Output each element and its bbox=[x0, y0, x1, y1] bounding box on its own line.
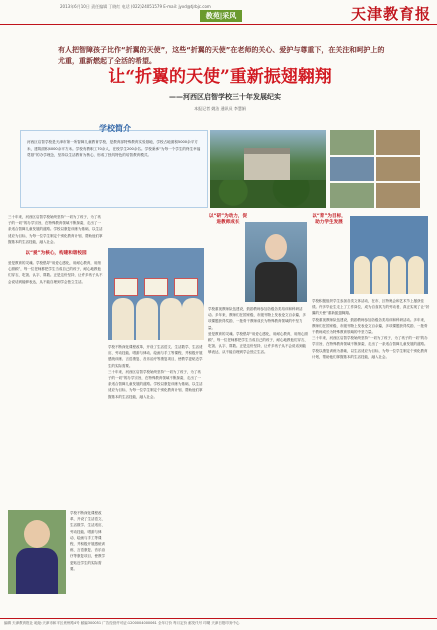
article-column-1b bbox=[70, 510, 106, 610]
column-1b-text: 学校不断深化课程改革，开设了生活语文、生活数学、生活适应、劳动技能、唱游与律动、绘画与手工等课程，并积极开展感统训练、言语康复、音乐治疗等康复项目，使教学更贴近学生的实际需要。 bbox=[70, 511, 105, 571]
column-2-text-2: 三十年来，河西区启智学校始终坚持“一切为了孩子，为了孩子的一切”的办学宗旨，在特殊教育领域不断探索，走出了一条适合智障儿童发展的道路。学校以康复训练为基础，以生活适应为目标，为每一位学生制定个别化教育计划，帮助他们掌握基本的生活技能，融入社会。 bbox=[108, 369, 203, 399]
footer-info: 编辑 天津教育报社 地址:天津市和平区贵州路4号 邮编300051 广告经营许可证:1200004000061 全年订价 每月定价 邮发代号 印刷 天津日报印务中心 bbox=[4, 621, 240, 625]
newspaper-logo: 天津教育报 bbox=[350, 5, 431, 23]
school-intro-box bbox=[20, 124, 208, 208]
school-intro-body: 河西区启智学校是天津市第一所智障儿童教育学校，是教育部特殊教育实验基地，学校占地面积5000余平方米，建筑面积4000余平方米。学校有教职工70余人，在校学生200余名。学校秉承“为每一个学生的终生幸福奠基”的办学理念，坚持以生活教育为核心，形成了独具特色的培智教育模式。 bbox=[27, 140, 201, 158]
column-1-text: 三十年来，河西区启智学校始终坚持“一切为了孩子，为了孩子的一切”的办学宗旨，在特殊教育领域不断探索，走出了一条适合智障儿童发展的道路。学校以康复训练为基础，以生活适应为目标，为每一位学生制定个别化教育计划，帮助他们掌握基本的生活技能，融入社会。 bbox=[8, 215, 103, 244]
column-1-text-2: 爱是教育的灵魂。学校倡导“用爱心感化，用耐心教育，用细心照顾”，每一位老师都把学生当成自己的孩子，耐心地教他们穿衣、吃饭、认字、算数。正是这份坚持，让许多孩子从不会说话到能够表达，从不能自理到学会独立生活。 bbox=[8, 261, 103, 284]
article-byline: 本报记者 姚洁 通讯员 李慧娟 bbox=[194, 106, 246, 111]
school-building bbox=[244, 148, 290, 182]
activity-photo bbox=[376, 183, 420, 208]
activity-photo bbox=[376, 130, 420, 155]
article-column-3 bbox=[208, 306, 308, 614]
footer-divider bbox=[0, 618, 437, 619]
article-headline: 让“折翼的天使”重新振翅翱翔 bbox=[108, 67, 332, 87]
students-with-drawings-photo bbox=[108, 248, 204, 340]
top-divider bbox=[0, 24, 437, 25]
article-column-1 bbox=[8, 214, 104, 504]
activity-photo-grid bbox=[330, 130, 420, 208]
column-4-text-3: 三十年来，河西区启智学校始终坚持“一切为了孩子，为了孩子的一切”的办学宗旨，在特殊教育领域不断探索，走出了一条适合智障儿童发展的道路。学校以康复训练为基础，以生活适应为目标，为每一位学生制定个别化教育计划，帮助他们掌握基本的生活技能，融入社会。 bbox=[312, 336, 428, 359]
column-3-text: 学校重视教师队伍建设，鼓励教师参加各级各类培训和科研活动。多年来，教师们在国家级、市级刊物上发表论文百余篇，多项课题获得奖励，一批骨干教师成长为特殊教育领域的中坚力量。 bbox=[208, 307, 306, 330]
article-subhead: ——河西区启智学校三十年发展纪实 bbox=[169, 93, 281, 101]
column-3-text-2: 爱是教育的灵魂。学校倡导“用爱心感化，用耐心教育，用细心照顾”，每一位老师都把学生当成自己的孩子，耐心地教他们穿衣、吃饭、认字、算数。正是这份坚持，让许多孩子从不会说话到能够表达，从不能自理到学会独立生活。 bbox=[208, 331, 308, 355]
column-4-text-2: 学校重视教师队伍建设，鼓励教师参加各级各类培训和科研活动。多年来，教师们在国家级、市级刊物上发表论文百余篇，多项课题获得奖励，一批骨干教师成长为特殊教育领域的中坚力量。 bbox=[312, 317, 428, 335]
article-column-2 bbox=[108, 344, 204, 614]
column-4-subtitle: 以“育”为目标，助力学生发展 bbox=[312, 214, 346, 225]
school-intro-title: 学校简介 bbox=[99, 124, 131, 133]
activity-photo bbox=[376, 157, 420, 182]
teacher-photo bbox=[245, 222, 307, 302]
activity-photo bbox=[330, 183, 374, 208]
issue-meta: 2013年6月10日 责任编辑 丁晓红 电话 (022)24051579 E-mail: jyxd@tjrbjc.com bbox=[60, 4, 211, 9]
article-column-4 bbox=[312, 298, 430, 614]
column-3-subtitle: 以“研”为动力，促进教师成长 bbox=[208, 214, 248, 225]
students-award-photo bbox=[350, 216, 428, 294]
campus-photo bbox=[210, 130, 326, 208]
activity-photo bbox=[330, 157, 374, 182]
column-4-text: 学校积极组织学生参加各类文体活动，在市、区特奥会和艺术节上屡获佳绩。许多毕业生走上了工作岗位，成为自食其力的劳动者，真正实现了让“折翼的天使”重新振翅翱翔。 bbox=[312, 299, 430, 316]
section-tag: 教苑|采风 bbox=[200, 10, 242, 22]
column-2-text: 学校不断深化课程改革，开设了生活语文、生活数学、生活适应、劳动技能、唱游与律动、绘画与手工等课程，并积极开展感统训练、言语康复、音乐治疗等康复项目，使教学更贴近学生的实际需要。 bbox=[108, 345, 203, 368]
trees bbox=[210, 180, 326, 208]
student-photo bbox=[8, 510, 66, 594]
article-lead: 有人把智障孩子比作“折翼的天使”，这些“折翼的天使”在老师的关心、爱护与尊重下，在关注和呵护上的尤重，重新燃起了全活的希望。 bbox=[58, 46, 385, 65]
activity-photo bbox=[330, 130, 374, 155]
column-1-subtitle: 以“爱”为核心，构建和谐校园 bbox=[25, 251, 87, 257]
